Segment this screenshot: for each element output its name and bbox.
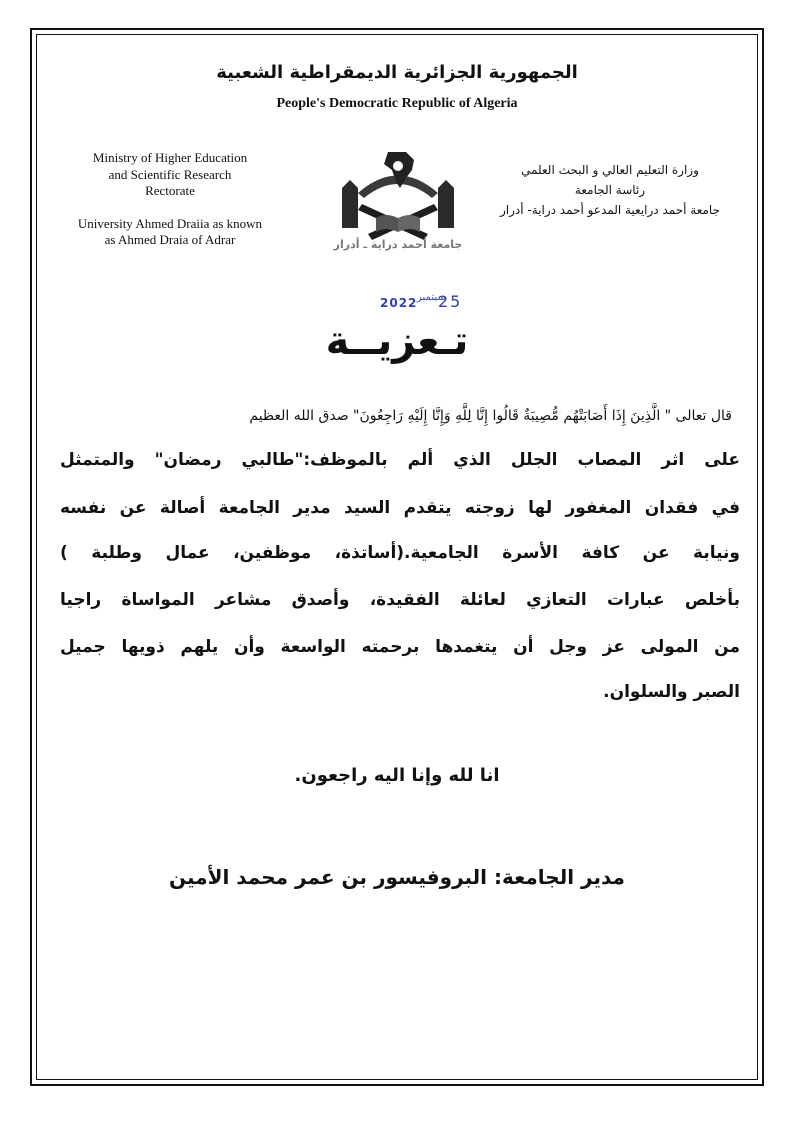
rectorate-line-arabic: رئاسة الجامعة xyxy=(574,183,646,197)
body-line: ونيابة عن كافة الأسرة الجامعية.(أساتذة، موظفين، عمال وطلبة ) xyxy=(60,543,740,563)
date-day: 25 xyxy=(438,292,463,311)
logo-caption: جامعة أحمد دراية ـ أدرار xyxy=(333,238,463,251)
body-line: من المولى عز وجل أن يتغمدها برحمته الواسعة وأن يلهم ذويها جميل xyxy=(60,637,740,657)
university-logo xyxy=(328,148,468,258)
ministry-block-english xyxy=(70,150,270,249)
rectorate-line: Rectorate xyxy=(145,183,195,198)
signature-line: مدير الجامعة: البروفيسور بن عمر محمد الأمين xyxy=(169,865,625,889)
ministry-block-arabic xyxy=(490,160,730,220)
ministry-line-arabic: وزارة التعليم العالي و البحث العلمي xyxy=(521,163,699,177)
ministry-line: and Scientific Research xyxy=(108,166,232,182)
body-line: على اثر المصاب الجلل الذي ألم بالموظف:"طالبي رمضان" والمتمثل xyxy=(60,450,740,470)
republic-title-english: People's Democratic Republic of Algeria xyxy=(276,96,518,111)
closing-phrase: انا لله وإنا اليه راجعون. xyxy=(294,765,500,786)
university-name-line: University Ahmed Draiia as known xyxy=(77,215,263,231)
date-stamp xyxy=(370,290,470,314)
body-line: في فقدان المغفور لها زوجته يتقدم السيد مدير الجامعة أصالة عن نفسه xyxy=(60,498,740,518)
university-name-line-arabic: جامعة أحمد درايعية المدعو أحمد دراية- أدرار xyxy=(499,203,720,217)
document-title: تـعزيــة xyxy=(325,318,469,364)
body-line: بأخلص عبارات التعازي لعائلة الفقيدة، وأصدق مشاعر المواساة راجيا xyxy=(60,590,740,610)
body-line: الصبر والسلوان. xyxy=(603,682,740,702)
date-year: 2022 xyxy=(380,296,418,310)
ministry-line: Ministry of Higher Education xyxy=(92,150,248,165)
university-name-line: as Ahmed Draia of Adrar xyxy=(104,232,236,247)
republic-title-arabic: الجمهورية الجزائرية الديمقراطية الشعبية xyxy=(216,62,578,83)
quran-verse: قال تعالى " الَّذِينَ إِذَا أَصَابَتْهُم مُّصِيبَةٌ قَالُوا إِنَّا لِلَّهِ وَإِنَّا إِلَيْهِ رَاجِعُونَ" صدق الله العظيم xyxy=(249,408,732,424)
date-month: سبتمبر xyxy=(417,292,446,303)
